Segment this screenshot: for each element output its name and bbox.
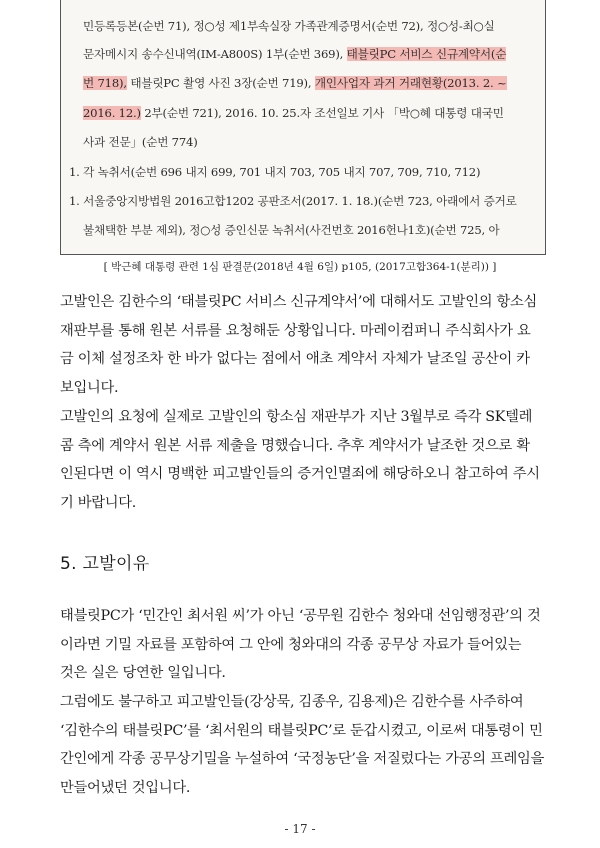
scanned-judgment-excerpt [60,0,546,255]
paragraph-court-order: 고발인의 요청에 실제로 고발인의 항소심 재판부가 지난 3월부로 즉각 SK텔레 콤 측에 계약서 원본 서류 제출을 명했습니다. 추후 계약서가 날조한 것으로 확 인된다면 이 역시 명백한 피고발인들의 증거인멸죄에 해당하오니 참고하여 주시 기 바랍니다. [60,409,540,511]
highlight-transaction-history: 개인사업자 과거 거래현황(2013. 2. ~ [314,76,507,90]
excerpt-line: 사과 전문」(순번 774) [83,135,198,149]
excerpt-line: 1. 각 녹취서(순번 696 내지 699, 701 내지 703, 705 내지 707, 709, 710, 712) [69,165,481,179]
highlight-tablet-contract-cont: 번 718), [83,76,127,90]
highlight-transaction-history-cont: 2016. 12.) [83,106,141,120]
excerpt-line: 문자메시지 송수신내역(IM-A800S) 1부(순번 369), 태블릿PC 서비스 신규계약서(순 [83,47,507,61]
page-number: - 17 - [284,822,316,836]
excerpt-line: 불채택한 부분 제외), 정○성 증인신문 녹취서(사건번호 2016헌나1호)(순번 725, 아 [83,223,500,237]
section-heading: 5. 고발이유 [60,554,150,574]
paragraph-accusation: 그럼에도 불구하고 피고발인들(강상묵, 김종우, 김용제)은 김한수를 사주하여 ‘김한수의 태블릿PC’를 ‘최서원의 태블릿PC’로 둔갑시켰고, 이로써 대통령이 민 간인에게 각종 공무상기밀을 누설하여 ‘국정농단’을 저질렀다는 가공의 프레임을 만들어냈던 것입니다. [60,694,545,796]
paragraph-tablet-ownership: 태블릿PC가 ‘민간인 최서원 씨’가 아닌 ‘공무원 김한수 청와대 선임행정관’의 것 이라면 기밀 자료를 포함하여 그 안에 청와대의 각종 공무상 자료가 들어있는 것은 실은 당연한 일입니다. [60,608,541,681]
excerpt-line: 1. 서울중앙지방법원 2016고합1202 공판조서(2017. 1. 18.)(순번 723, 아래에서 증거로 [69,194,517,208]
paragraph-contract-request: 고발인은 김한수의 ‘태블릿PC 서비스 신규계약서’에 대해서도 고발인의 항소심 재판부를 통해 원본 서류를 요청해둔 상황입니다. 마레이컴퍼니 주식회사가 요 금 이체 설정조차 한 바가 없다는 점에서 애초 계약서 자체가 날조일 공산이 카 보입니다. [60,294,537,396]
excerpt-line: 2016. 12.) 2부(순번 721), 2016. 10. 25.자 조선일보 기사 「박○혜 대통령 대국민 [83,106,504,120]
excerpt-line: 민등록등본(순번 71), 정○성 제1부속실장 가족관계증명서(순번 72), 정○성-최○실 [83,19,495,33]
excerpt-caption: [ 박근혜 대통령 관련 1심 판결문(2018년 4월 6일) p105, (2017고합364-1(분리)) ] [103,261,497,273]
excerpt-line: 번 718), 태블릿PC 촬영 사진 3장(순번 719), 개인사업자 과거 거래현황(2013. 2. ~ [83,76,507,90]
highlight-tablet-contract: 태블릿PC 서비스 신규계약서(순 [346,47,507,61]
